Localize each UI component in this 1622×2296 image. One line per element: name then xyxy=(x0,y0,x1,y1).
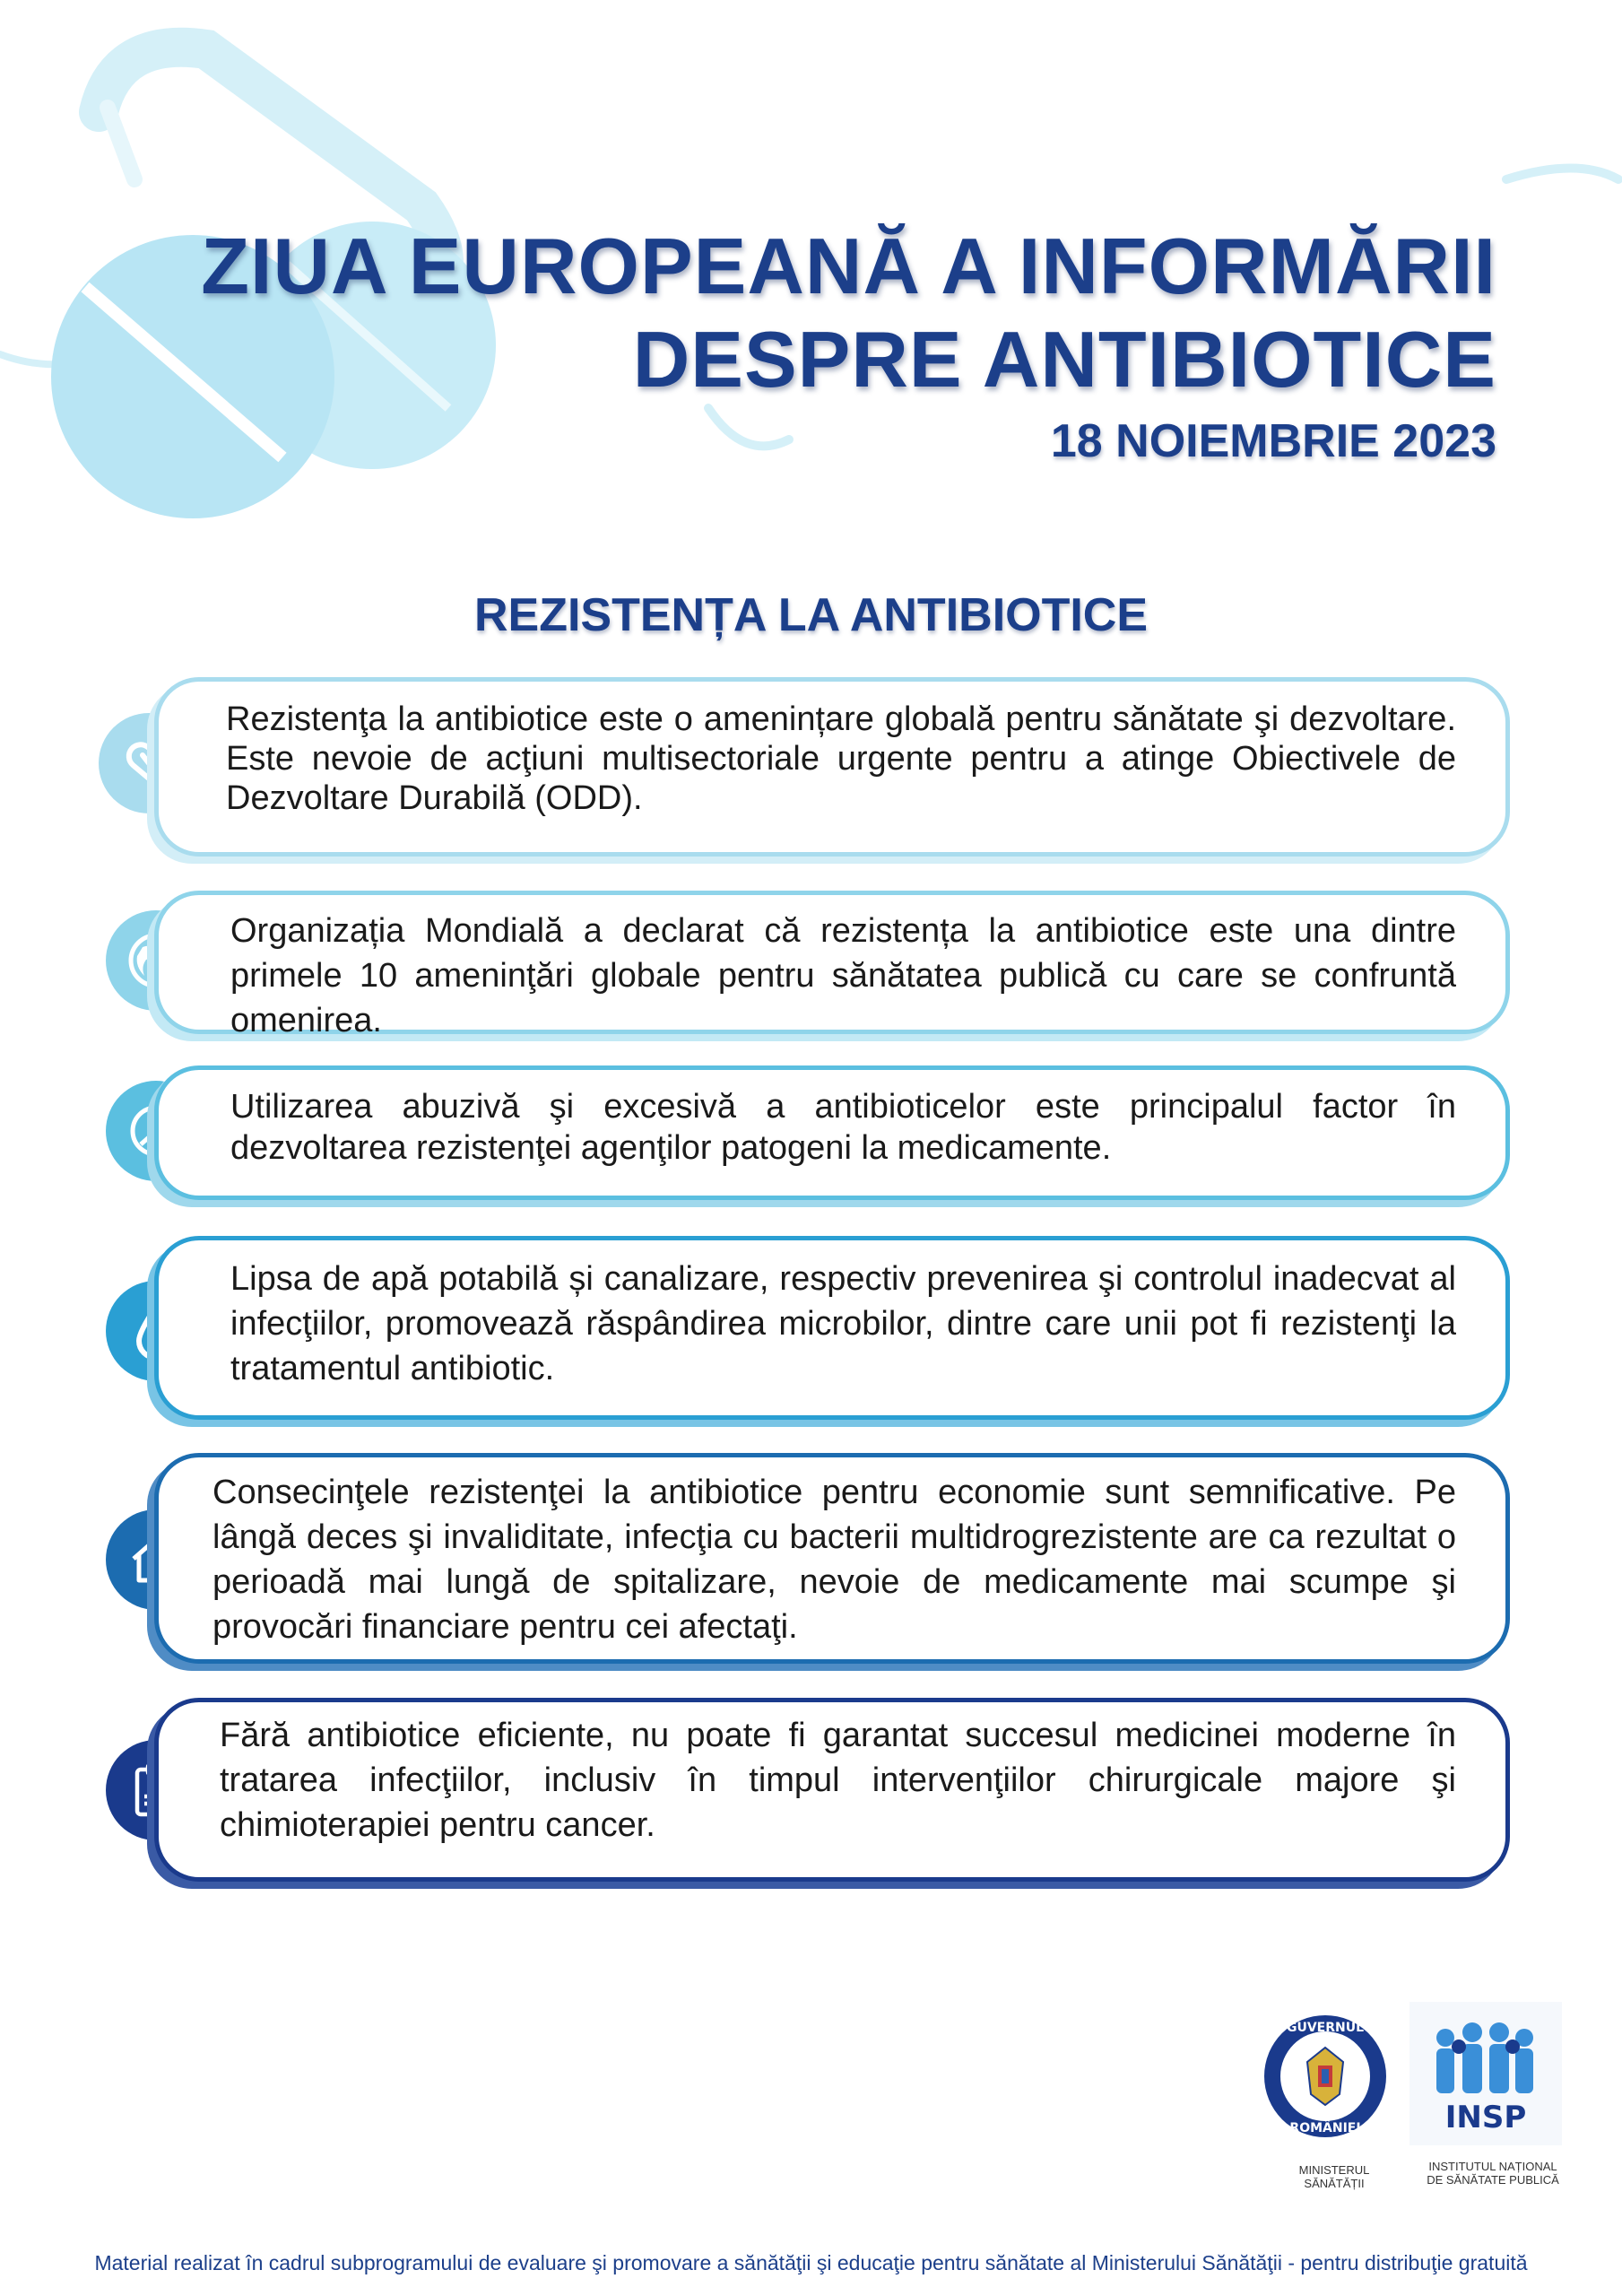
info-card-5 xyxy=(154,1453,1510,1664)
section-title: REZISTENȚA LA ANTIBIOTICE xyxy=(473,589,1149,641)
event-date: 18 NOIEMBRIE 2023 xyxy=(1050,415,1496,467)
info-card-text: Consecinţele rezistenţei la antibiotice pentru economie sunt semnificative. Pe lângă deces şi invaliditate, infecţia cu bacterii multidrogrezistente are ca rezultat o perioadă mai lungă de spitalizare, nevoie de medicamente mai scumpe şi provocări financiare pentru cei afectaţi. xyxy=(213,1474,1456,1646)
ministry-label: MINISTERUL SĂNĂTĂȚII xyxy=(1298,2163,1370,2190)
info-card-4 xyxy=(154,1236,1510,1420)
government-seal-logo xyxy=(1261,2012,1390,2141)
info-card-1 xyxy=(154,677,1510,857)
info-card-text: Rezistenţa la antibiotice este o amenințare globală pentru sănătate şi dezvoltare. Este nevoie de acţiuni multisectoriale urgente pentru a atinge Obiectivele de Dezvoltare Durabilă (ODD). xyxy=(226,700,1456,817)
info-card-text: Utilizarea abuzivă şi excesivă a antibioticelor este principalul factor în dezvoltarea rezistenţei agenţilor patogeni la medicamente. xyxy=(230,1088,1456,1167)
info-card-2 xyxy=(154,891,1510,1039)
insp-logo xyxy=(1409,2002,1562,2145)
svg-text:ROMÂNIEI: ROMÂNIEI xyxy=(1289,2121,1361,2135)
info-card-3 xyxy=(154,1065,1510,1200)
info-card-text: Organizația Mondială a declarat că rezistența la antibiotice este una dintre primele 10 ameninţări globale pentru sănătatea publică cu care se confruntă omenirea. xyxy=(230,912,1456,1039)
footer-note: Material realizat în cadrul subprogramului de evaluare şi promovare a sănătăţii şi educaţie pentru sănătate al Ministerului Sănătăţii - pentru distribuţie gratuită xyxy=(94,2251,1528,2274)
insp-label: INSTITUTUL NAȚIONAL DE SĂNĂTATE PUBLICĂ xyxy=(1427,2160,1559,2187)
poster-title xyxy=(196,220,1496,406)
svg-text:GUVERNUL: GUVERNUL xyxy=(1286,2021,1365,2035)
info-card-text: Lipsa de apă potabilă și canalizare, respectiv prevenirea şi controlul inadecvat al infecţiilor, promovează răspândirea microbilor, dintre care unii pot fi rezistenţi la tratamentul antibiotic. xyxy=(230,1260,1456,1387)
info-card-text: Fără antibiotice eficiente, nu poate fi garantat succesul medicinei moderne în tratarea infecţiilor, inclusiv în timpul intervenţiilor chirurgicale majore şi chimioterapiei pentru cancer. xyxy=(220,1717,1456,1844)
title-line-1: ZIUA EUROPEANĂ A INFORMĂRII xyxy=(201,222,1496,310)
svg-text:INSP: INSP xyxy=(1444,2100,1527,2135)
info-card-6 xyxy=(154,1698,1510,1882)
title-line-2: DESPRE ANTIBIOTICE xyxy=(632,315,1496,404)
